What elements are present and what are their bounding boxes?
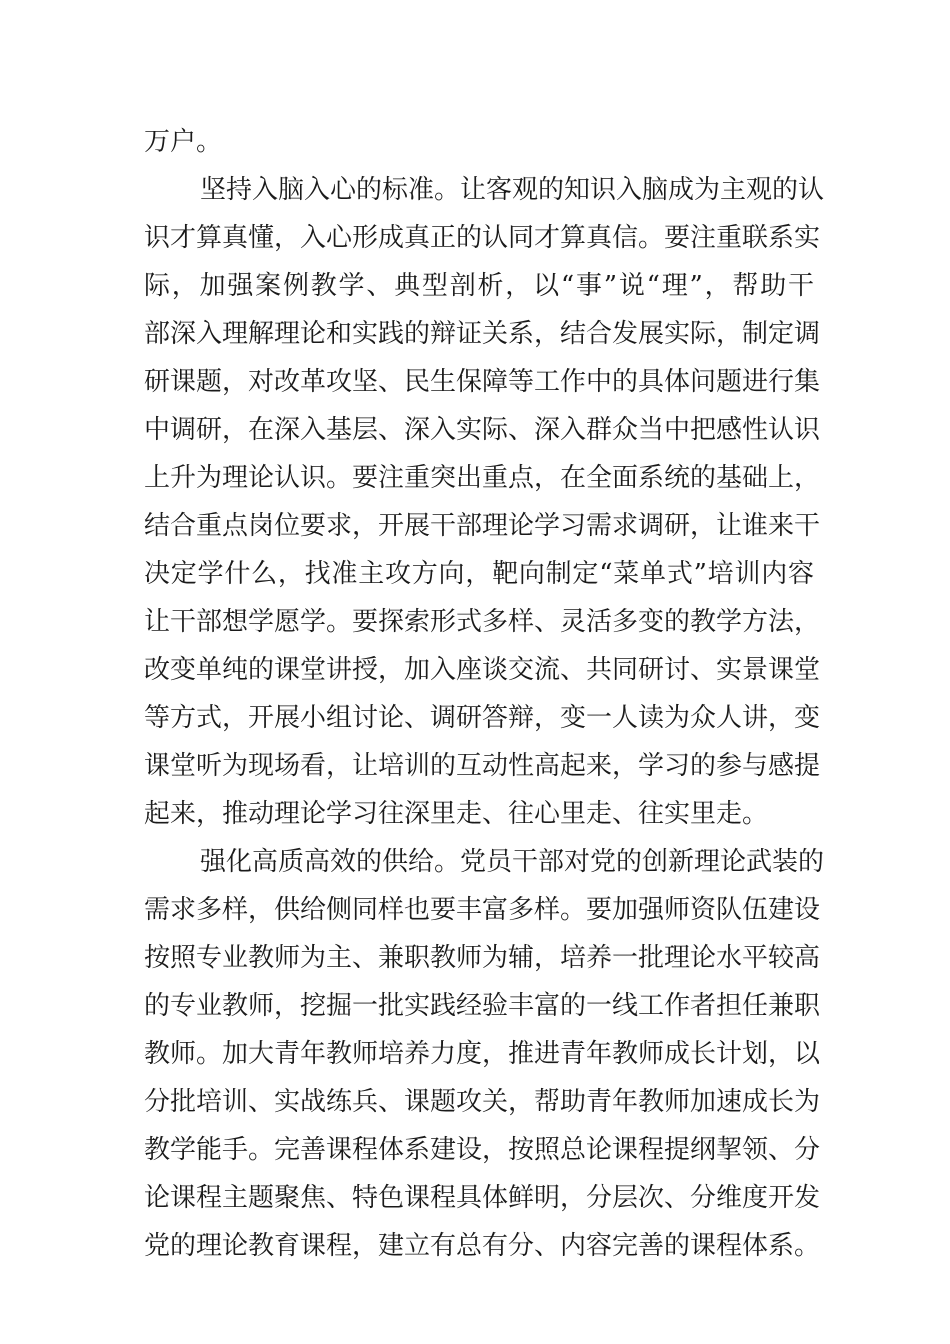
- text-line: 结合重点岗位要求，开展干部理论学习需求调研，让谁来干: [144, 511, 821, 541]
- text-line: 中调研，在深入基层、深入实际、深入群众当中把感性认识: [144, 415, 821, 445]
- text-line: 际，加强案例教学、典型剖析，以“事”说“理”，帮助干: [144, 271, 814, 301]
- text-line: 上升为理论认识。要注重突出重点，在全面系统的基础上，: [144, 463, 821, 493]
- text-line: 部深入理解理论和实践的辩证关系，结合发展实际，制定调: [144, 319, 821, 349]
- text-line: 需求多样，供给侧同样也要丰富多样。要加强师资队伍建设: [144, 895, 821, 925]
- text-line: 识才算真懂，入心形成真正的认同才算真信。要注重联系实: [144, 223, 821, 253]
- text-line: 万户。: [144, 127, 223, 157]
- text-line: 让干部想学愿学。要探索形式多样、灵活多变的教学方法，: [144, 607, 821, 637]
- text-line: 决定学什么，找准主攻方向，靶向制定“菜单式”培训内容: [144, 559, 814, 589]
- text-line: 分批培训、实战练兵、课题攻关，帮助青年教师加速成长为: [144, 1087, 821, 1117]
- text-line: 党的理论教育课程，建立有总有分、内容完善的课程体系。: [144, 1231, 821, 1261]
- text-line: 论课程主题聚焦、特色课程具体鲜明，分层次、分维度开发: [144, 1183, 821, 1213]
- text-line: 改变单纯的课堂讲授，加入座谈交流、共同研讨、实景课堂: [144, 655, 821, 685]
- body-text: [144, 118, 825, 1270]
- text-line: 的专业教师，挖掘一批实践经验丰富的一线工作者担任兼职: [144, 991, 821, 1021]
- paragraph-heading-line: 坚持入脑入心的标准。让客观的知识入脑成为主观的认: [200, 175, 825, 205]
- text-line: 教师。加大青年教师培养力度，推进青年教师成长计划，以: [144, 1039, 821, 1069]
- text-line: 研课题，对改革攻坚、民生保障等工作中的具体问题进行集: [144, 367, 821, 397]
- text-line: 课堂听为现场看，让培训的互动性高起来，学习的参与感提: [144, 751, 821, 781]
- text-line: 教学能手。完善课程体系建设，按照总论课程提纲挈领、分: [144, 1135, 821, 1165]
- text-line: 起来，推动理论学习往深里走、往心里走、往实里走。: [144, 799, 769, 829]
- paragraph-heading-line: 强化高质高效的供给。党员干部对党的创新理论武装的: [200, 847, 825, 877]
- text-line: 按照专业教师为主、兼职教师为辅，培养一批理论水平较高: [144, 943, 821, 973]
- text-line: 等方式，开展小组讨论、调研答辩，变一人读为众人讲，变: [144, 703, 821, 733]
